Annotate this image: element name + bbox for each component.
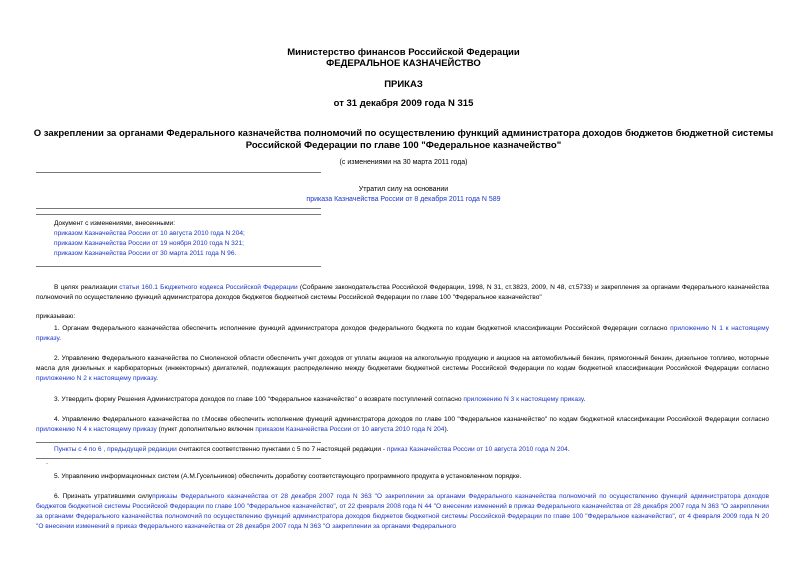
divider [36,214,321,215]
doc-date: от 31 декабря 2009 года N 315 [333,98,474,109]
renumber-note: Пункты с 4 по 6 , предыдущей редакции считаются соответственно пунктами с 5 по 7 настоящей редакции - приказ Казначейства России от 10 августа 2010 года N 204. [54,446,570,453]
revision-note: (с изменениями на 30 марта 2011 года) [339,159,468,166]
divider [36,266,321,267]
doc-title-line2: Российской Федерации по главе 100 "Федеральное казначейство" [245,140,562,151]
budget-code-link[interactable]: статьи 160.1 Бюджетного кодекса Российской Федерации [119,284,298,291]
paragraph-4: 4. Управлению Федерального казначейства по г.Москве обеспечить исполнение функций администратора доходов по главе 100 "Федеральное казначейство" по кодам бюджетной классификации Российской Федерации согласно приложению N 4 к настоящему приказу (пункт дополнительно включен приказом Казначейства России от 10 августа 2010 года N 204). [36,416,769,433]
agency-name: ФЕДЕРАЛЬНОЕ КАЗНАЧЕЙСТВО [326,58,481,69]
change-link-3[interactable]: приказом Казначейства России от 30 марта 2011 года N 96. [54,250,237,257]
expired-label: Утратил силу на основании [358,186,449,193]
appendix-4-link[interactable]: приложению N 4 к настоящему приказу [36,426,157,433]
ministry-name: Министерство финансов Российской Федерации [287,47,520,58]
change-link-1[interactable]: приказом Казначейства России от 10 августа 2010 года N 204; [54,230,245,237]
preamble-paragraph: В целях реализации статьи 160.1 Бюджетного кодекса Российской Федерации (Собрание законодательства Российской Федерации, 1998, N 31, ст.3823, 2009, N 48, ст.5733) и закрепления за органами Федерального казначейства полномочий по осуществлению функций администратора доходов бюджетов бюджетной системы Российской Федерации по главе 100 "Федеральное казначейство" [36,284,769,301]
paragraph-3: 3. Утвердить форму Решения Администратора доходов по главе 100 "Федеральное казначейство" о возврате поступлений согласно приложению N 3 к настоящему приказу. [54,396,586,403]
doc-title-line1: О закреплении за органами Федерального казначейства полномочий по осуществлению функций администратора доходов бюджетов бюджетной системы [33,128,774,139]
divider [36,442,321,443]
divider [36,208,321,209]
paragraph-2: 2. Управлению Федерального казначейства по Смоленской области обеспечить учет доходов от уплаты акцизов на алкогольную продукцию и акцизов на автомобильный бензин, прямогонный бензин, дизельное топливо, моторные масла для дизельных и карбюраторных (инжекторных) двигателей, подлежащих распределению между бюджетами бюджетной системы Российской Федерации по кодам бюджетной классификации Российской Федерации согласно приложению N 2 к настоящему приказу. [36,355,769,382]
appendix-1-link[interactable]: приложению N 1 к настоящему приказу [36,325,769,342]
divider [36,172,321,173]
paragraph-5: 5. Управлению информационных систем (А.М.Гусельников) обеспечить доработку соответствующего программного продукта в установленном порядке. [54,473,522,480]
appendix-3-link[interactable]: приложению N 3 к настоящему приказу [463,396,584,403]
order-44-link[interactable]: от 22 февраля 2008 года N 44 "О внесении изменений в приказ Федерального казначейства от 28 декабря 2007 года N 363 "О закреплении за органами Федерального казначейства полномочий по осуществлению функций администратора доходов бюджетов бюджетной системы Российской Федерации по главе 100 "Федеральное казначейство" [36,503,769,520]
previous-edition-link[interactable]: Пункты с 4 по 6 , предыдущей редакции [54,446,177,453]
doc-type: ПРИКАЗ [384,79,423,90]
change-link-2[interactable]: приказом Казначейства России от 19 ноября 2010 года N 321; [54,240,244,247]
order-word: приказываю: [36,313,76,320]
order-204-link[interactable]: приказом Казначейства России от 10 августа 2010 года N 204 [255,426,445,433]
paragraph-1: 1. Органам Федерального казначейства обеспечить исполнение функций администратора доходов федерального бюджета по кодам бюджетной классификации Российской Федерации согласно приложению N 1 к настоящему приказу. [36,325,769,342]
order-20-link[interactable]: от 4 февраля 2009 года N 20 "О внесении изменений в приказ Федерального казначейства от 28 декабря 2007 года N 363 "О закреплении за органами Федерального [36,513,769,530]
order-363-link[interactable]: приказы Федерального казначейства от 28 декабря 2007 года N 363 "О закреплении за органами Федерального казначейства полномочий по осуществлению функций администратора доходов бюджетов бюджетной системы Российской Федерации по главе 100 "Федеральное казначейство" [36,493,769,510]
changes-label: Документ с изменениями, внесенными: [54,220,176,227]
divider [36,458,321,459]
appendix-2-link[interactable]: приложению N 2 к настоящему приказу [36,375,157,382]
paragraph-6: 6. Признать утратившими силуприказы Федерального казначейства от 28 декабря 2007 года N 363 "О закреплении за органами Федерального казначейства полномочий по осуществлению функций администратора доходов бюджетов бюджетной системы Российской Федерации по главе 100 "Федеральное казначейство", от 22 февраля 2008 года N 44 "О внесении изменений в приказ Федерального казначейства от 28 декабря 2007 года N 363 "О закреплении за органами Федерального казначейства полномочий по осуществлению функций администратора доходов бюджетов бюджетной системы Российской Федерации по главе 100 "Федеральное казначейство", от 4 февраля 2009 года N 20 "О внесении изменений в приказ Федерального казначейства от 28 декабря 2007 года N 363 "О закреплении за органами Федерального [36,493,769,530]
order-204-note-link[interactable]: приказ Казначейства России от 10 августа 2010 года N 204 [386,446,568,453]
bullet-dot: . [46,459,48,466]
expired-link[interactable]: приказа Казначейства России от 8 декабря 2011 года N 589 [306,196,501,203]
changes-block [36,219,321,259]
